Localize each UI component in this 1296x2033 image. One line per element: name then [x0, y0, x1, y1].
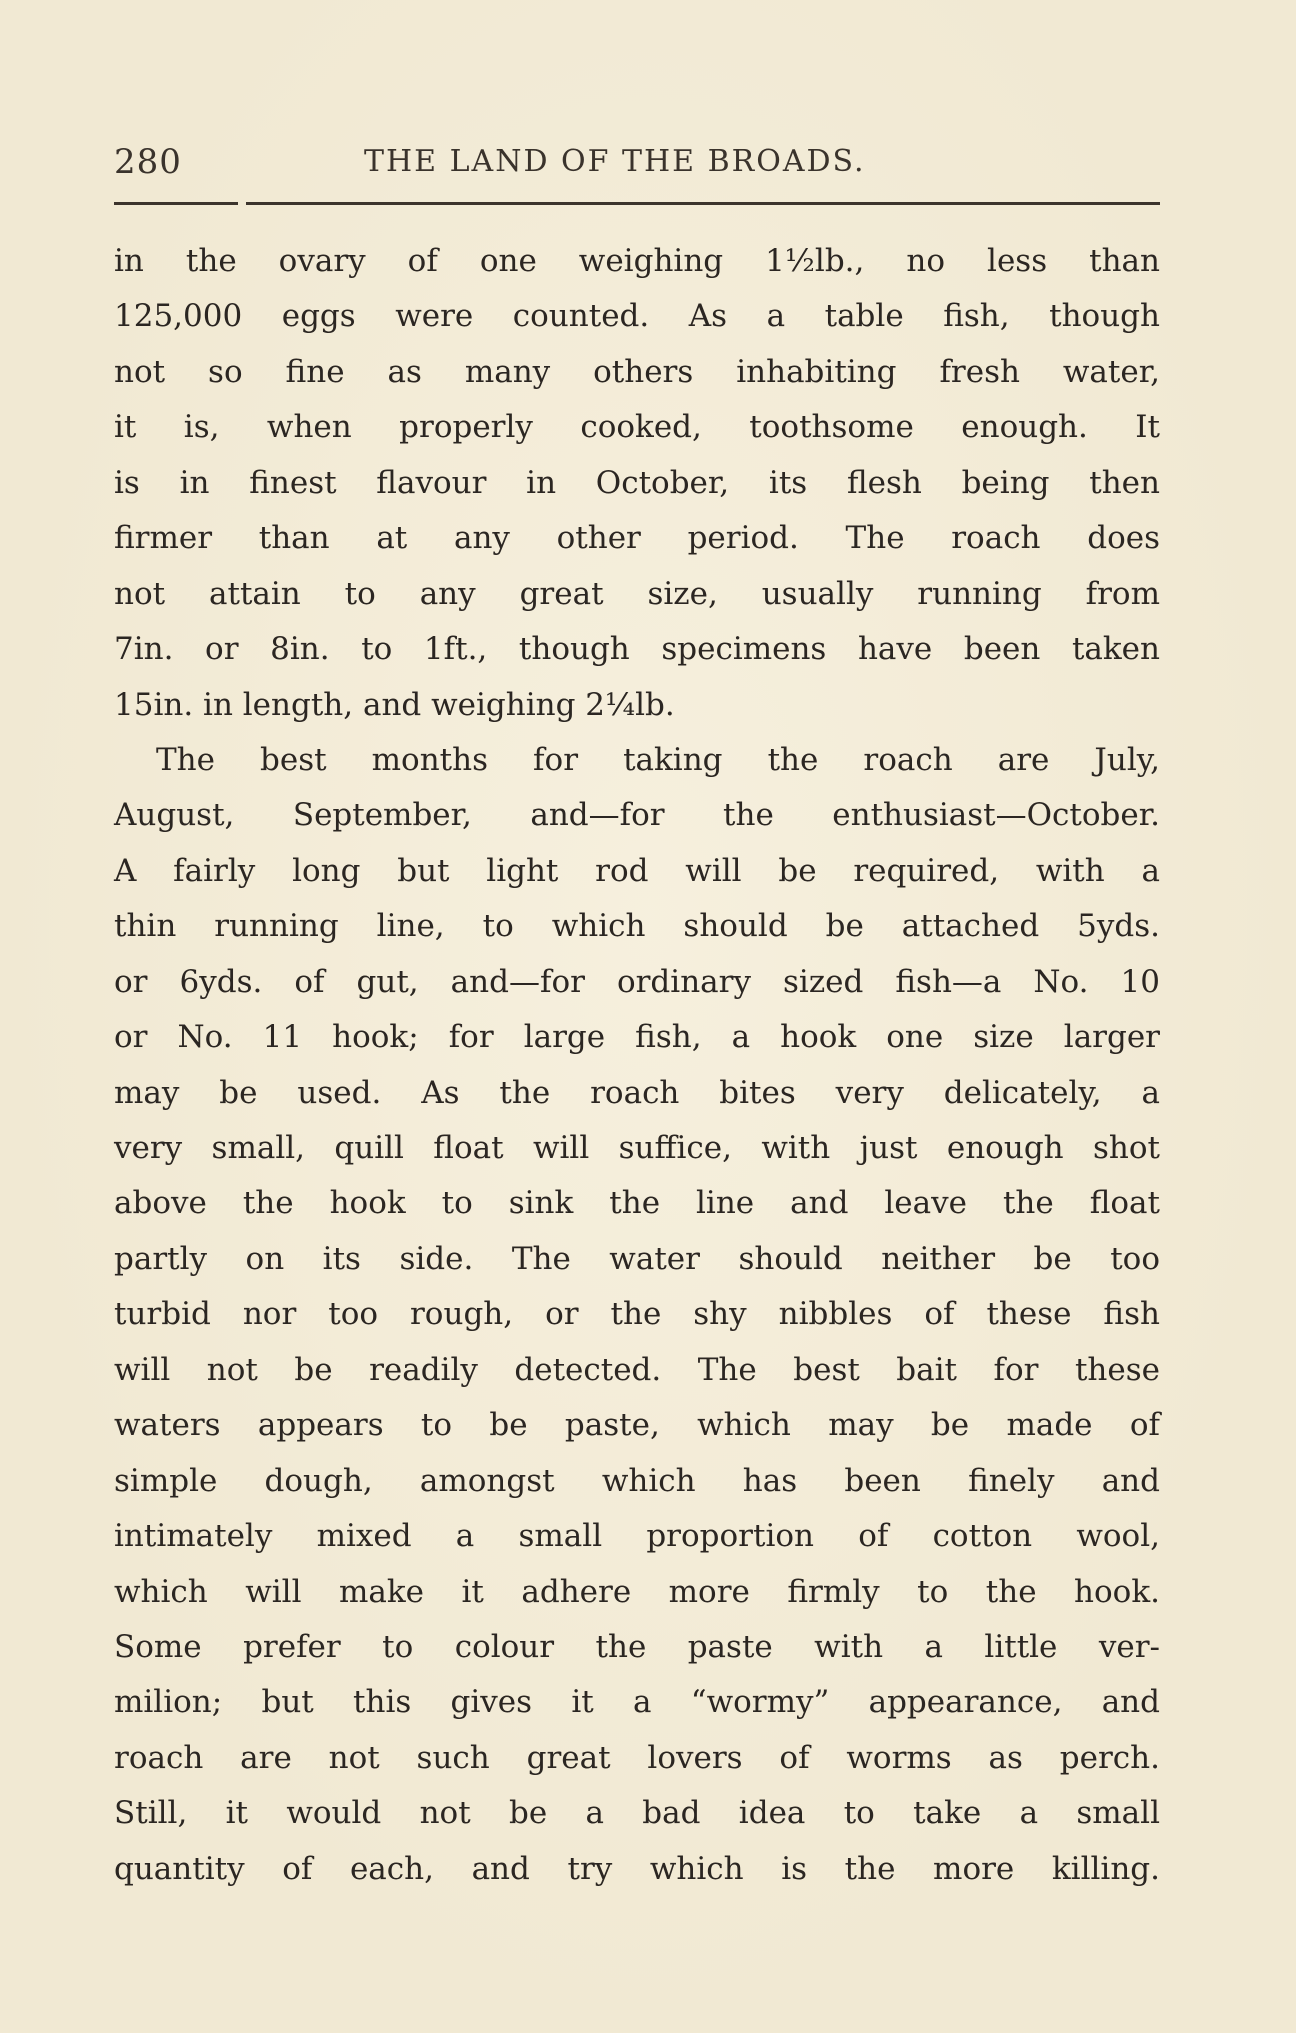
running-title: THE LAND OF THE BROADS.: [364, 144, 866, 179]
page-number: 280: [114, 142, 182, 182]
text-line: is in finest flavour in October, its flesh being then: [114, 464, 1160, 501]
text-line: turbid nor too rough, or the shy nibbles of these fish: [114, 1296, 1160, 1333]
text-line: in the ovary of one weighing 1½lb., no less than: [114, 243, 1160, 279]
text-line: 125,000 eggs were counted. As a table fish, though: [114, 298, 1160, 335]
text-line: Still, it would not be a bad idea to take a small: [114, 1795, 1160, 1832]
text-line: partly on its side. The water should neither be too: [114, 1240, 1160, 1277]
text-line: intimately mixed a small proportion of cotton wool,: [114, 1518, 1160, 1555]
text-line: quantity of each, and try which is the more killing.: [114, 1850, 1160, 1887]
text-line: or 6yds. of gut, and—for ordinary sized fish—a No. 10: [114, 963, 1160, 1000]
text-line: waters appears to be paste, which may be made of: [114, 1407, 1160, 1444]
text-line: A fairly long but light rod will be required, with a: [114, 852, 1160, 889]
text-line: not attain to any great size, usually running from: [114, 575, 1160, 612]
text-line: thin running line, to which should be attached 5yds.: [114, 908, 1160, 945]
text-line: above the hook to sink the line and leave the float: [114, 1185, 1160, 1222]
text-line: milion; but this gives it a “wormy” appearance, and: [114, 1684, 1160, 1721]
page-header: [114, 142, 1160, 192]
text-line: very small, quill float will suffice, with just enough shot: [114, 1130, 1160, 1166]
text-line: will not be readily detected. The best bait for these: [114, 1351, 1160, 1388]
header-rule-break: [238, 200, 246, 207]
text-line: or No. 11 hook; for large fish, a hook one size larger: [114, 1019, 1160, 1056]
body-text: [114, 234, 1160, 1897]
paragraph-start-line: The best months for taking the roach are July,: [156, 741, 1160, 778]
text-line: which will make it adhere more firmly to the hook.: [114, 1573, 1160, 1610]
text-line: roach are not such great lovers of worms as perch.: [114, 1739, 1160, 1776]
text-line: Some prefer to colour the paste with a little ver-: [114, 1628, 1160, 1665]
text-line: August, September, and—for the enthusiast—October.: [114, 797, 1160, 834]
text-line: it is, when properly cooked, toothsome enough. It: [114, 409, 1160, 446]
text-line: 7in. or 8in. to 1ft., though specimens have been taken: [114, 631, 1160, 668]
header-rule: [114, 202, 1160, 205]
text-line: not so fine as many others inhabiting fresh water,: [114, 353, 1160, 390]
text-line: may be used. As the roach bites very delicately, a: [114, 1074, 1160, 1111]
paragraph-end-line: 15in. in length, and weighing 2¼lb.: [114, 686, 675, 723]
text-line: firmer than at any other period. The roach does: [114, 520, 1160, 557]
text-line: simple dough, amongst which has been finely and: [114, 1462, 1160, 1499]
